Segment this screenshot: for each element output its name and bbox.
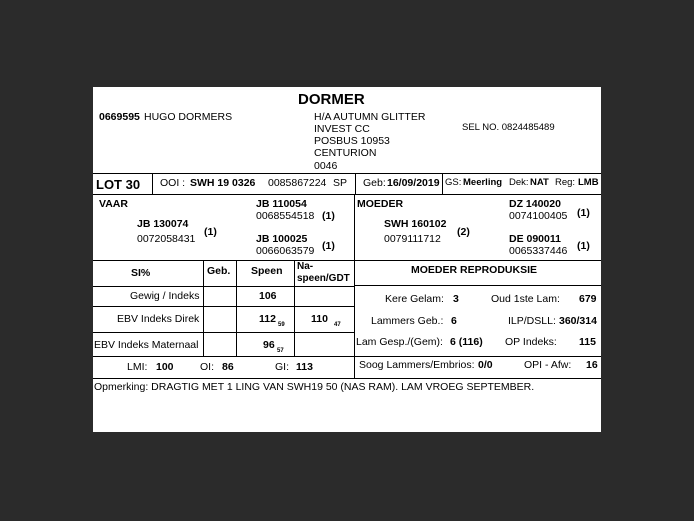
lam-gesp-value: 6 (116) — [450, 336, 483, 348]
naspeen-header-1: Na- — [297, 261, 314, 272]
dek-label: Dek: — [509, 177, 529, 188]
moeder-count: (2) — [457, 226, 470, 238]
opmerking: Opmerking: DRAGTIG MET 1 LING VAN SWH19 50 (NAS RAM). LAM VROEG SEPTEMBER. — [94, 381, 535, 393]
geb-date: 16/09/2019 — [387, 177, 440, 189]
moeder-sire-number: 0074100405 — [509, 210, 568, 222]
breeder-id: 0669595 — [99, 111, 140, 123]
oud-1ste-lam-value: 679 — [579, 293, 597, 305]
reproduksie-title: MOEDER REPRODUKSIE — [411, 264, 538, 276]
ooi-grade: SP — [333, 177, 348, 189]
row-speen: 106 — [259, 290, 277, 302]
gs-label: GS: — [445, 177, 462, 188]
gs-value: Meerling — [463, 177, 503, 188]
vaar-count: (1) — [204, 226, 217, 238]
buyer-line-4: CENTURION — [314, 147, 377, 159]
row-label: EBV Indeks Direk — [117, 313, 200, 325]
oi-label: OI: — [200, 361, 215, 373]
lmi-label: LMI: — [127, 361, 148, 373]
speen-header: Speen — [251, 265, 283, 277]
vaar-sire-count: (1) — [322, 210, 335, 222]
vaar-dam-number: 0066063579 — [256, 245, 315, 257]
sel-no: SEL NO. 0824485489 — [462, 122, 555, 133]
op-indeks-label: OP Indeks: — [505, 336, 557, 348]
naspeen-header-2: speen/GDT — [297, 273, 350, 284]
buyer-line-3: POSBUS 10953 — [314, 135, 390, 147]
buyer-line-1: H/A AUTUMN GLITTER — [314, 111, 426, 123]
moeder-label: MOEDER — [357, 198, 404, 210]
soog-label: Soog Lammers/Embrios: — [359, 359, 475, 371]
opi-afw-label: OPI - Afw: — [524, 359, 572, 371]
lammers-geb-label: Lammers Geb.: — [371, 315, 444, 327]
soog-value: 0/0 — [478, 359, 493, 371]
vaar-code: JB 130074 — [137, 218, 189, 230]
row-speen: 112 — [259, 313, 276, 325]
auction-lot-card — [93, 87, 601, 432]
vaar-dam-code: JB 100025 — [256, 233, 308, 245]
vaar-sire-number: 0068554518 — [256, 210, 315, 222]
kere-gelam-value: 3 — [453, 293, 459, 305]
row-speen-sub: 57 — [277, 348, 284, 354]
lmi-value: 100 — [156, 361, 174, 373]
oi-value: 86 — [222, 361, 234, 373]
lot-number: LOT 30 — [96, 177, 141, 192]
ooi-code: SWH 19 0326 — [190, 177, 256, 189]
dek-value: NAT — [530, 177, 549, 188]
oud-1ste-lam-label: Oud 1ste Lam: — [491, 293, 560, 305]
reg-label: Reg: — [555, 177, 576, 188]
moeder-dam-number: 0065337446 — [509, 245, 568, 257]
si-header: SI% — [131, 267, 151, 279]
moeder-dam-code: DE 090011 — [509, 233, 561, 245]
row-label: Gewig / Indeks — [130, 290, 200, 302]
vaar-number: 0072058431 — [137, 233, 196, 245]
buyer-line-5: 0046 — [314, 160, 338, 172]
moeder-dam-count: (1) — [577, 240, 590, 252]
ooi-number: 0085867224 — [268, 177, 327, 189]
moeder-sire-count: (1) — [577, 207, 590, 219]
ilp-dsll-value: 360/314 — [559, 315, 597, 327]
reg-value: LMB — [578, 177, 599, 188]
kere-gelam-label: Kere Gelam: — [385, 293, 444, 305]
geb-label: Geb: — [363, 177, 386, 189]
buyer-line-2: INVEST CC — [314, 123, 370, 135]
lammers-geb-value: 6 — [451, 315, 457, 327]
ooi-label: OOI : — [160, 177, 186, 189]
row-naspeen: 110 — [311, 313, 328, 325]
op-indeks-value: 115 — [579, 336, 596, 348]
moeder-code: SWH 160102 — [384, 218, 447, 230]
row-speen-sub: 59 — [278, 322, 285, 328]
breeder-name: HUGO DORMERS — [144, 111, 233, 123]
row-label: EBV Indeks Maternaal — [94, 339, 199, 351]
moeder-sire-code: DZ 140020 — [509, 198, 561, 210]
vaar-dam-count: (1) — [322, 240, 335, 252]
lam-gesp-label: Lam Gesp./(Gem): — [356, 336, 443, 348]
moeder-number: 0079111712 — [384, 233, 441, 245]
breed-title: DORMER — [298, 91, 365, 108]
opi-afw-value: 16 — [586, 359, 598, 371]
geb-header: Geb. — [207, 265, 231, 277]
gi-label: GI: — [275, 361, 290, 373]
gi-value: 113 — [296, 361, 313, 373]
row-speen: 96 — [263, 339, 275, 351]
vaar-sire-code: JB 110054 — [256, 198, 307, 210]
row-naspeen-sub: 47 — [334, 322, 341, 328]
ilp-dsll-label: ILP/DSLL: — [508, 315, 556, 327]
vaar-label: VAAR — [99, 198, 128, 210]
